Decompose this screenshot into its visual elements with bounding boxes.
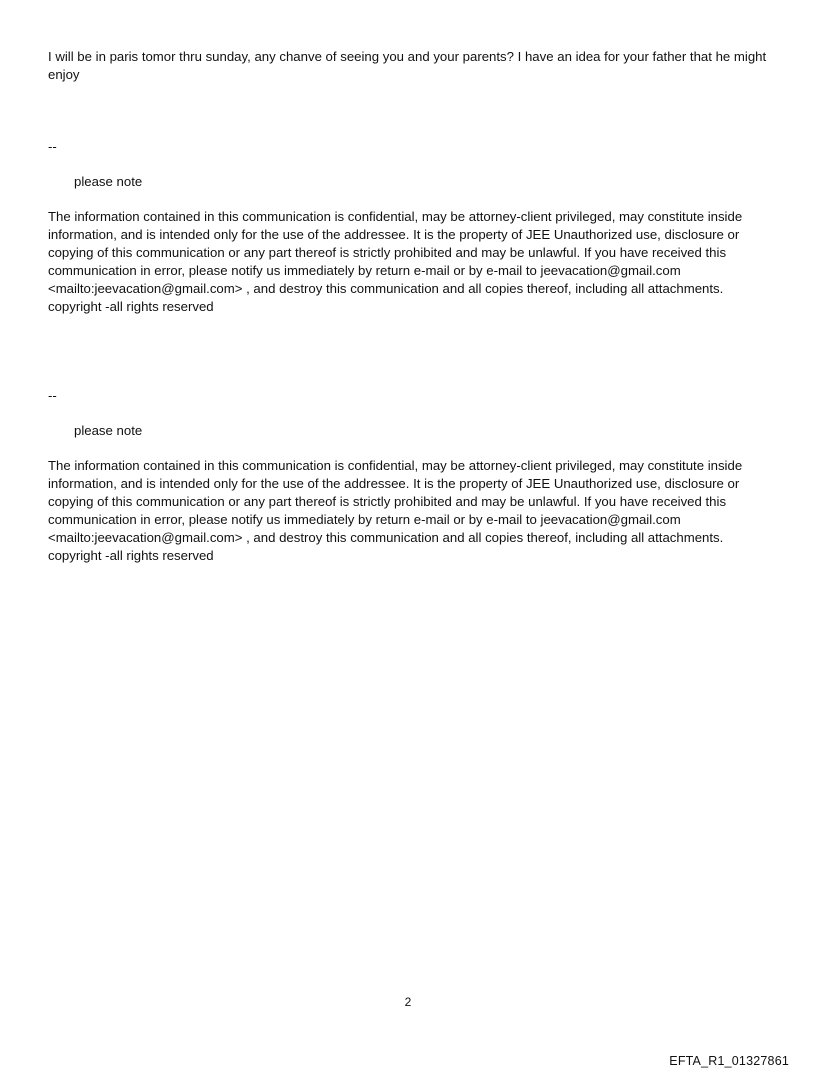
note-heading: please note [74, 423, 143, 438]
confidentiality-disclaimer: The information contained in this communication is confidential, may be attorney-client privileged, may constitute inside information, and is intended only for the use of the addressee. It is the property of JEE Unauthorized use, disclosure or copying of this communication or any part thereof is strictly prohibited and may be unlawful. If you have received this communication in error, please notify us immediately by return e-mail or by e-mail to jeevacation@gmail.com <mailto:jeevacation@gmail.com> , and destroy this communication and all copies thereof, including all attachments. copyright -all rights reserved [48, 458, 743, 563]
email-page [48, 48, 773, 565]
message-body: I will be in paris tomor thru sunday, any chanve of seeing you and your parents? I have an idea for your father that he might enjoy [48, 49, 767, 82]
document-id: EFTA_R1_01327861 [669, 1054, 789, 1068]
confidentiality-disclaimer: The information contained in this communication is confidential, may be attorney-client privileged, may constitute inside information, and is intended only for the use of the addressee. It is the property of JEE Unauthorized use, disclosure or copying of this communication or any part thereof is strictly prohibited and may be unlawful. If you have received this communication in error, please notify us immediately by return e-mail or by e-mail to jeevacation@gmail.com <mailto:jeevacation@gmail.com> , and destroy this communication and all copies thereof, including all attachments. copyright -all rights reserved [48, 209, 743, 314]
signature-block [48, 138, 773, 316]
signature-separator: -- [48, 388, 57, 403]
signature-separator: -- [48, 139, 57, 154]
signature-block [48, 387, 773, 565]
page-number: 2 [404, 995, 412, 1009]
note-heading: please note [74, 174, 143, 189]
